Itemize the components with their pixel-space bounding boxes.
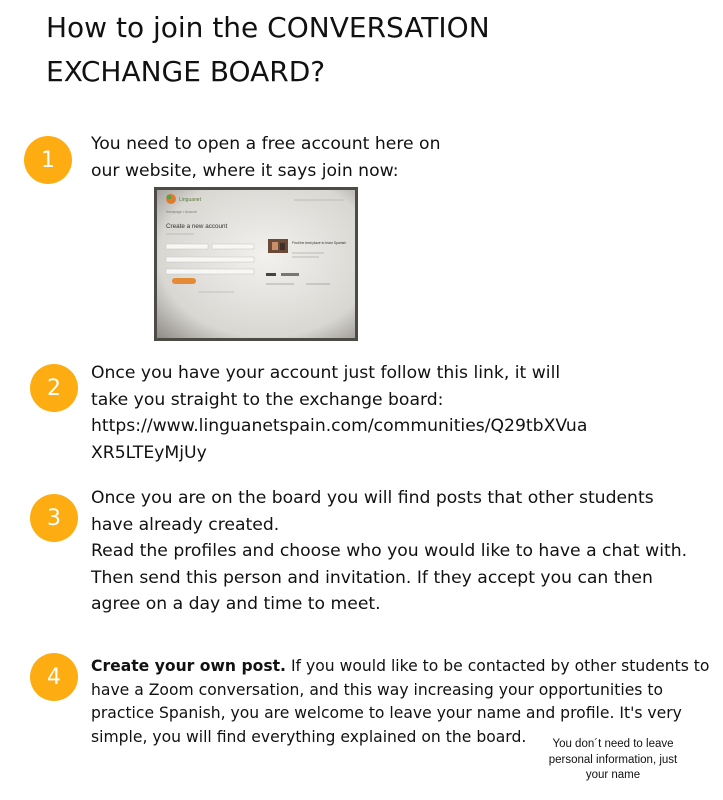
signup-page-image xyxy=(154,187,358,341)
step-4-bold-lead: Create your own post. xyxy=(91,657,286,675)
step-number: 4 xyxy=(47,664,61,690)
page-title: How to join the CONVERSATION EXCHANGE BOARD? xyxy=(46,11,490,88)
text-line: have already created. xyxy=(91,514,280,535)
website-signup-photo xyxy=(154,187,358,341)
text-line: Once you have your account just follow this link, it will xyxy=(91,363,561,383)
text-line: Then send this person and invitation. If they accept you can then xyxy=(91,567,653,588)
text-line: agree on a day and time to meet. xyxy=(91,594,381,614)
step-number: 1 xyxy=(41,147,55,173)
step-1-text xyxy=(91,131,440,184)
step-number: 2 xyxy=(47,375,61,401)
step-3-text xyxy=(91,485,716,618)
promo-title: Find the best place to learn Spanish xyxy=(292,241,347,245)
step-4-body: If you would like to be contacted by other students to have a Zoom conversation, and this way increasing your opportunities to practice Spanish, you are welcome to leave your name and profile. It's very simple, you will find everything explained on the board. xyxy=(91,657,710,746)
text-line: You need to open a free account here on xyxy=(91,134,441,154)
text-line: take you straight to the exchange board: xyxy=(91,389,444,410)
step-4-text xyxy=(91,655,711,749)
breadcrumb: Homepage > Account xyxy=(166,210,197,214)
step-2-badge xyxy=(30,364,78,412)
step-4-badge xyxy=(30,653,78,701)
text-line: our website, where it says join now: xyxy=(91,160,399,181)
text-line: Once you are on the board you will find posts that other students xyxy=(91,488,654,508)
step-2-text xyxy=(91,360,591,466)
join-button-shape xyxy=(172,278,196,284)
step-3-badge xyxy=(30,494,78,542)
step-number: 3 xyxy=(47,505,61,531)
exchange-board-link[interactable]: https://www.linguanetspain.com/communities/Q29tbXVuaXR5LTEyMjUy xyxy=(91,416,588,463)
step-1-badge xyxy=(24,136,72,184)
form-heading: Create a new account xyxy=(166,223,228,230)
privacy-note: You don´t need to leave personal information, just your name xyxy=(548,738,678,781)
logo-text: Linguanet xyxy=(179,197,201,203)
text-line: Read the profiles and choose who you would like to have a chat with. xyxy=(91,541,688,561)
